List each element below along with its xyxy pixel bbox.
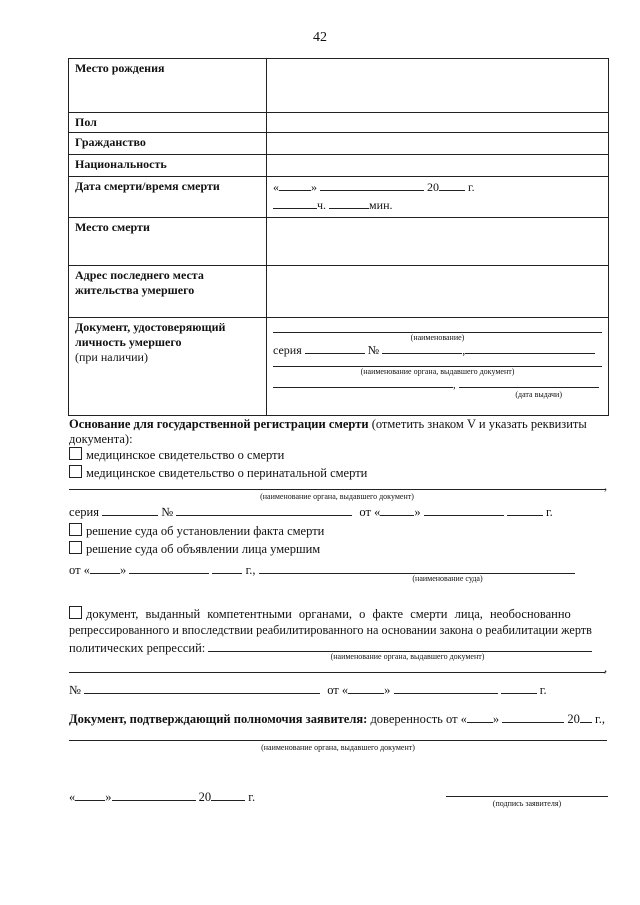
- authority-issuer-caption: (наименование органа, выдавшего документ): [261, 743, 415, 752]
- year-field[interactable]: [580, 711, 592, 723]
- page-number: 42: [313, 30, 327, 45]
- authority-label-rest: доверенность от «: [370, 712, 467, 726]
- doc-name-line[interactable]: [273, 322, 602, 333]
- comma: ,: [453, 379, 456, 391]
- issue-date-caption: (дата выдачи): [515, 390, 562, 399]
- issuer-caption-2: (наименование органа, выдавшего документ): [330, 652, 485, 661]
- label-birth-place: Место рождения: [69, 59, 267, 113]
- date-close-quote: »: [311, 180, 317, 194]
- option-court-declared-dead[interactable]: [69, 541, 320, 557]
- label-last-address: [69, 266, 267, 318]
- number-field[interactable]: [84, 682, 320, 694]
- field-sex[interactable]: [267, 113, 609, 133]
- close-quote: »: [384, 683, 391, 697]
- basis-title-line2: документа):: [69, 432, 133, 446]
- option-perinatal-certificate[interactable]: [69, 465, 367, 481]
- checkbox[interactable]: [69, 523, 82, 536]
- number-label: №: [161, 505, 174, 519]
- deceased-info-table: [68, 58, 609, 416]
- checkbox[interactable]: [69, 541, 82, 554]
- label-citizenship: Гражданство: [69, 133, 267, 155]
- number-label: №: [69, 683, 81, 697]
- authority-issuer-line[interactable]: [69, 740, 607, 741]
- repression-doc-details-row: [69, 682, 547, 698]
- day-field[interactable]: [75, 789, 105, 801]
- label-death-place: Место смерти: [69, 218, 267, 266]
- application-date-row: [69, 789, 255, 805]
- from-label: от «: [69, 563, 90, 577]
- month-field[interactable]: [394, 682, 498, 694]
- close-quote: »: [119, 563, 127, 577]
- year-field[interactable]: [501, 682, 537, 694]
- label-id-document-line1: Документ, удостоверяющий: [75, 320, 226, 334]
- field-last-address[interactable]: [267, 266, 609, 318]
- label-id-document: [69, 318, 267, 416]
- number-label: №: [367, 343, 380, 357]
- checkbox[interactable]: [69, 447, 82, 460]
- authority-label-bold: Документ, подтверждающий полномочия заявителя:: [69, 712, 368, 726]
- label-sex: Пол: [69, 113, 267, 133]
- year-suffix: г.: [468, 180, 475, 194]
- year-prefix: 20: [427, 180, 439, 194]
- year-suffix: г.: [545, 505, 553, 519]
- basis-title-rest: (отметить знаком V и указать реквизиты: [371, 417, 587, 431]
- label-last-address-line1: Адрес последнего места: [75, 268, 204, 282]
- series-label: серия: [69, 505, 99, 519]
- field-death-place[interactable]: [267, 218, 609, 266]
- option-label: решение суда об установлении факта смерти: [86, 524, 325, 538]
- day-field[interactable]: [348, 682, 384, 694]
- field-birth-place[interactable]: [267, 59, 609, 113]
- repression-issuer-field[interactable]: [208, 640, 592, 652]
- series-field[interactable]: [102, 504, 158, 516]
- option-repression-line2: репрессированного и впоследствии реабилитированного на основании закона о реабилитации жертв: [69, 623, 592, 637]
- checkbox[interactable]: [69, 465, 82, 478]
- authority-row: [69, 711, 605, 727]
- medical-doc-details-row: [69, 504, 553, 520]
- issuer-line[interactable]: [273, 358, 602, 367]
- repression-extra-line[interactable]: [69, 672, 605, 673]
- option-court-fact-of-death[interactable]: [69, 523, 324, 539]
- issuer-line-1[interactable]: [69, 489, 605, 490]
- option-repression-doc[interactable]: [69, 606, 571, 622]
- month-field[interactable]: [112, 789, 196, 801]
- from-label: от «: [327, 683, 349, 697]
- hour-suffix: ч.: [317, 198, 327, 212]
- month-field[interactable]: [502, 711, 564, 723]
- issuer-caption: (наименование органа, выдавшего документ): [360, 367, 515, 376]
- field-nationality[interactable]: [267, 155, 609, 177]
- date-close-quote: »: [105, 790, 112, 804]
- series-label: серия: [273, 343, 302, 357]
- year-field[interactable]: [211, 789, 245, 801]
- court-name-field[interactable]: [259, 562, 575, 574]
- signature-line[interactable]: [446, 796, 608, 797]
- basis-title: [69, 417, 587, 432]
- basis-title-bold: Основание для государственной регистрации смерти: [69, 417, 369, 431]
- from-label: от «: [359, 505, 381, 519]
- comma: ,: [604, 661, 608, 675]
- year-suffix: г.,: [595, 712, 606, 726]
- close-quote: »: [492, 712, 500, 726]
- option-label: документ, выданный компетентными органами, о факте смерти лица, необоснованно: [86, 607, 571, 621]
- option-label: медицинское свидетельство о смерти: [86, 448, 285, 462]
- year-suffix: г.,: [245, 563, 256, 577]
- year-suffix: г.: [248, 790, 256, 804]
- option-label: медицинское свидетельство о перинатальной смерти: [86, 466, 368, 480]
- number-field[interactable]: [176, 504, 352, 516]
- comma: ,: [604, 479, 608, 493]
- year-prefix: 20: [567, 712, 580, 726]
- checkbox[interactable]: [69, 606, 82, 619]
- year-field[interactable]: [212, 562, 242, 574]
- field-death-datetime[interactable]: [267, 177, 609, 218]
- month-field[interactable]: [424, 504, 504, 516]
- day-field[interactable]: [467, 711, 493, 723]
- label-id-document-line3: (при наличии): [75, 350, 148, 364]
- option-label: решение суда об объявлении лица умершим: [86, 542, 321, 556]
- label-nationality: Национальность: [69, 155, 267, 177]
- date-open-quote: «: [69, 790, 76, 804]
- field-id-document[interactable]: [267, 318, 609, 416]
- date-open-quote: «: [273, 180, 279, 194]
- issuer-caption-1: (наименование органа, выдавшего документ): [260, 492, 414, 501]
- field-citizenship[interactable]: [267, 133, 609, 155]
- day-field[interactable]: [90, 562, 120, 574]
- year-suffix: г.: [539, 683, 547, 697]
- political-repressions-label: политических репрессий:: [69, 641, 206, 655]
- year-field[interactable]: [507, 504, 543, 516]
- signature-caption: (подпись заявителя): [492, 799, 562, 808]
- day-field[interactable]: [380, 504, 414, 516]
- min-suffix: мин.: [369, 198, 393, 212]
- court-caption: (наименование суда): [412, 574, 483, 583]
- year-prefix: 20: [198, 790, 212, 804]
- label-id-document-line2: личность умершего: [75, 335, 182, 349]
- comma: ,: [462, 343, 466, 357]
- doc-name-caption: (наименование): [410, 333, 465, 342]
- label-last-address-line2: жительства умершего: [75, 283, 195, 297]
- month-field[interactable]: [129, 562, 209, 574]
- label-death-datetime: Дата смерти/время смерти: [69, 177, 267, 218]
- close-quote: »: [414, 505, 421, 519]
- option-medical-certificate[interactable]: [69, 447, 284, 463]
